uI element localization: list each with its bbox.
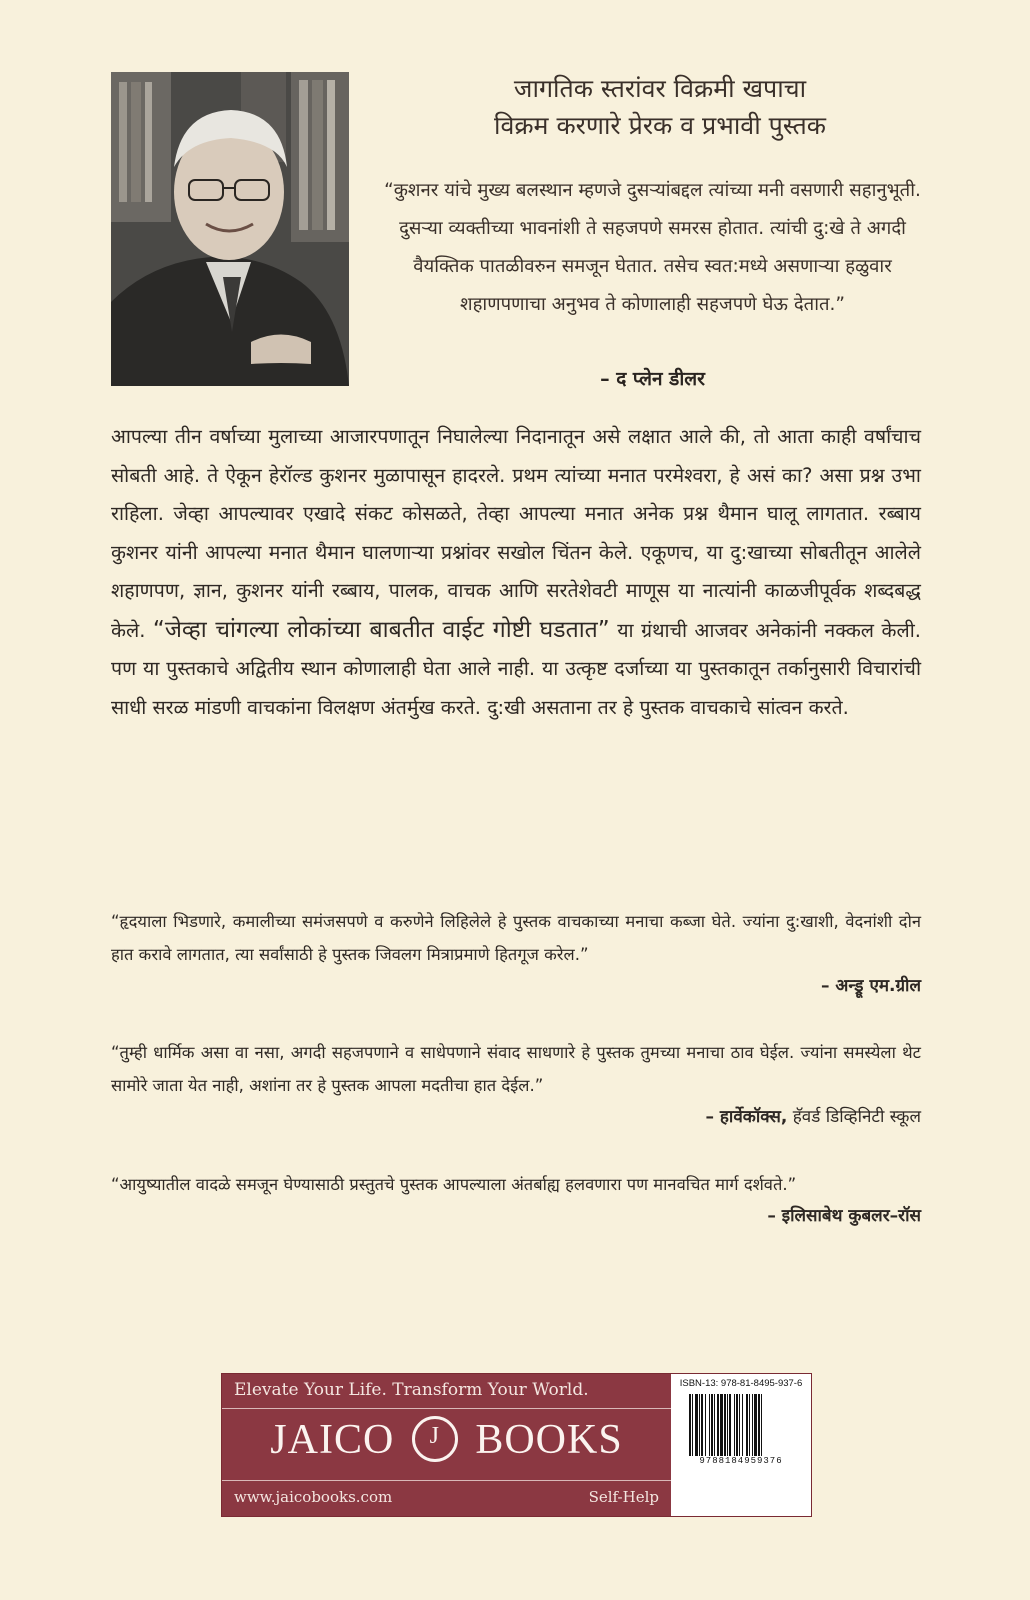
endorsement-source-name: – हार्वेकॉक्स, — [705, 1107, 788, 1127]
endorsement-source-name: – इलिसाबेथ कुबलर–रॉस — [767, 1206, 921, 1226]
barcode-bar — [727, 1394, 728, 1456]
endorsement-source-name: – अन्ड्रू एम.ग्रील — [820, 976, 921, 996]
endorsement-source — [111, 971, 921, 1001]
publisher-logo — [222, 1416, 671, 1466]
barcode-bar — [705, 1394, 706, 1456]
barcode-bar — [739, 1394, 740, 1456]
endorsement-source — [111, 1102, 921, 1132]
barcode-number: 9788184959376 — [699, 1456, 783, 1466]
barcode-bar — [695, 1394, 698, 1456]
isbn-label: ISBN-13: 978-81-8495-937-6 — [679, 1378, 803, 1389]
review-source-plain-dealer: – द प्लेन डीलर — [600, 368, 705, 390]
author-portrait-image — [111, 72, 349, 386]
divider — [222, 1480, 671, 1481]
headline-line-2: विक्रम करणारे प्रेरक व प्रभावी पुस्तक — [493, 111, 827, 140]
author-photo — [111, 72, 349, 386]
barcode-bar — [720, 1394, 723, 1456]
barcode-bar — [709, 1394, 710, 1456]
endorsement-text: “आयुष्यातील वादळे समजून घेण्यासाठी प्रस्तुतचे पुस्तक आपल्याला अंतर्बाह्य हलवणारा पण मानवचित मार्ग दर्शवते.” — [111, 1175, 797, 1194]
publisher-tagline: Elevate Your Life. Transform Your World. — [234, 1380, 589, 1400]
endorsement-3 — [111, 1168, 921, 1231]
description-part-2: या ग्रंथाची आजवर अनेकांनी नक्कल केली. पण या पुस्तकाचे अद्वितीय स्थान कोणालाही घेता आले नाही. या उत्कृष्ट दर्जाच्या या पुस्तकातून तर्कानुसारी विचारांची साधी सरळ मांडणी वाचकांना विलक्षण अंतर्मुख करते. दु:खी असताना तर हे पुस्तक वाचकाचे सांत्वन करते. — [111, 618, 921, 719]
barcode-bar — [711, 1394, 713, 1456]
barcode-bar — [689, 1394, 691, 1456]
barcode-bar — [692, 1394, 693, 1456]
endorsement-2 — [111, 1036, 921, 1132]
barcode-bar — [749, 1394, 750, 1456]
barcode-bar — [752, 1394, 753, 1456]
barcode-bar — [701, 1394, 703, 1456]
barcode-bar — [714, 1394, 715, 1456]
barcode-bar — [736, 1394, 738, 1456]
review-quote-plain-dealer: “कुशनर यांचे मुख्य बलस्थान म्हणजे दुसऱ्यांबद्दल त्यांच्या मनी वसणारी सहानुभूती. दुसऱ्या व्यक्तीच्या भावनांशी ते सहजपणे समरस होतात. त्यांची दु:खे ते अगदी वैयक्तिक पातळीवरुन समजून घेतात. तसेच स्वत:मध्ये असणाऱ्या हळुवार शहाणपणाचा अनुभव ते कोणालाही सहजपणे घेऊ देतात.” — [384, 180, 921, 315]
barcode-icon — [689, 1394, 793, 1456]
endorsement-text: “हृदयाला भिडणारे, कमालीच्या समंजसपणे व करुणेने लिहिलेले हे पुस्तक वाचकाच्या मनाचा कब्जा घेते. ज्यांना दु:खाशी, वेदनांशी दोन हात करावे लागतात, त्या सर्वांसाठी हे पुस्तक जिवलग मित्राप्रमाणे हितगूज करेल.” — [111, 912, 921, 964]
endorsement-text: “तुम्ही धार्मिक असा वा नसा, अगदी सहजपणाने व साधेपणाने संवाद साधणारे हे पुस्तक तुमच्या मनाचा ठाव घेईल. ज्यांना समस्येला थेट सामोरे जाता येत नाही, अशांना तर हे पुस्तक आपला मदतीचा हात देईल.” — [111, 1043, 921, 1095]
barcode-bar — [746, 1394, 748, 1456]
publisher-url[interactable]: www.jaicobooks.com — [234, 1488, 393, 1506]
headline-line-1: जागतिक स्तरांवर विक्रमी खपाचा — [513, 74, 807, 103]
barcode-bar — [734, 1394, 735, 1456]
barcode-bar — [761, 1394, 762, 1456]
publisher-brand-block — [222, 1374, 671, 1516]
endorsement-source — [111, 1201, 921, 1231]
publisher-panel — [221, 1373, 812, 1517]
divider — [222, 1408, 671, 1409]
barcode-bar — [699, 1394, 700, 1456]
headline — [395, 70, 925, 144]
endorsement-source-affiliation: हॅवर्ड डिव्हिनिटी स्कूल — [787, 1107, 921, 1127]
barcode-bar — [729, 1394, 731, 1456]
barcode-bar — [724, 1394, 726, 1456]
book-description — [111, 418, 921, 727]
barcode-bar — [742, 1394, 743, 1456]
book-title-mention: “जेव्हा चांगल्या लोकांच्या बाबतीत वाईट गोष्टी घडतात” — [152, 616, 610, 643]
barcode-panel — [671, 1374, 811, 1516]
logo-word-right: BOOKS — [475, 1417, 623, 1463]
book-category: Self-Help — [588, 1488, 659, 1506]
barcode-bar — [758, 1394, 760, 1456]
barcode-bar — [717, 1394, 719, 1456]
description-part-1: आपल्या तीन वर्षाच्या मुलाच्या आजारपणातून निघालेल्या निदानातून असे लक्षात आले की, तो आता काही वर्षांचाच सोबती आहे. ते ऐकून हेरॉल्ड कुशनर मुळापासून हादरले. प्रथम त्यांच्या मनात परमेश्वरा, हे असं का? असा प्रश्न उभा राहिला. जेव्हा आपल्यावर एखादे संकट कोसळते, तेव्हा आपल्या मनात अनेक प्रश्न थैमान घालू लागतात. रब्बाय कुशनर यांनी आपल्या मनात थैमान घालणाऱ्या प्रश्नांवर सखोल चिंतन केले. एकूणच, या दु:खाच्या सोबतीतून आलेले शहाणपण, ज्ञान, कुशनर यांनी रब्बाय, पालक, वाचक आणि सरतेशेवटी माणूस या नात्यांनी काळजीपूर्वक शब्दबद्ध केले. — [111, 425, 921, 642]
logo-word-left: JAICO — [270, 1417, 395, 1463]
endorsement-1 — [111, 905, 921, 1001]
barcode-bar — [754, 1394, 757, 1456]
jaico-emblem-icon — [412, 1416, 458, 1462]
